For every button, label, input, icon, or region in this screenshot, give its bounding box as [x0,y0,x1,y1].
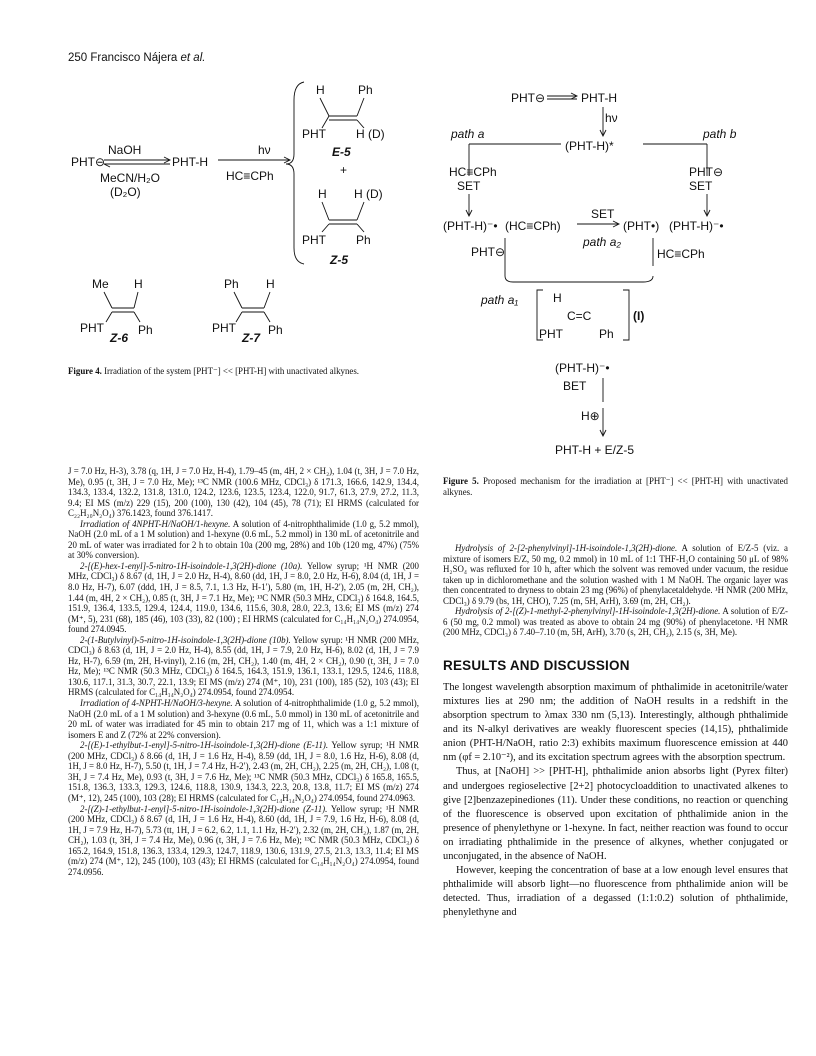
fig5-path-a2: path a₂ [583,235,621,249]
fig5-int-pht: PHT [539,327,563,341]
fig5-alkyne-left: HC≡CPh [449,165,497,179]
figure-5-mechanism [443,80,783,470]
text-10a: Yellow syrup; ¹H NMR (200 MHz, CDCl₃) δ 8.67 (d, 1H, J = 2.0 Hz, H-4), 8.60 (dd, 1H, J = 8.0, 2.0 Hz, H-6), 8.04 (d, 1H, J = 8.0 Hz, H-7), 6.07 (ddd, 1H, J = 8.5, 7.1, 1.3 Hz, H-1′), 5.80 (m, 1H, H-2′), 2.05 (m, 2H, CH₂), 1.44 (m, 4H, 2 × CH₂), 0.85 (t, 3H, J = 7.1 Hz, Me); ¹³C NMR (50.3 MHz, CDCl₃) δ 164.8, 164.5, 151.9, 136.4, 133.5, 129.4, 124.4, 119.0, 134.6, 115.6, 30.8, 28.0, 22.3, 13.6; EI MS (m/z) 274 (M⁺, 5), 231 (68), 185 (46), 103 (33), 82 (100) ; EI HRMS (calculated for C₁₄H₁₄N₂O₄) 274.0954, found 274.0945. [68,560,419,635]
section-title-results: RESULTS AND DISCUSSION [443,657,630,673]
text-z11: Yellow syrup; ¹H NMR (200 MHz, CDCl₃) δ 8.67 (d, 1H, J = 1.6 Hz, H-4), 8.60 (dd, 1H, J = 7.9, 1.6 Hz, H-6), 8.08 (d, 1H, J = 7.9 Hz, H-7), 5.73 (tt, 1H, J = 6.2, 6.2, 1.1, 1.1 Hz, H-2′), 2.32 (m, 2H, CH₂), 1.87 (m, 2H, CH₂), 1.03 (t, 3H, J = 7.4 Hz, Me), 0.96 (t, 3H, J = 7.6 Hz, Me); ¹³C NMR (50.3 MHz, CDCl₃) δ 165.2, 164.9, 151.8, 136.3, 133.4, 129.3, 124.7, 118.9, 130.6, 131.9, 27.5, 21.3, 13.3, 11.4; EI MS (m/z) 274 (M⁺, 12), 245 (100), 103 (43); EI HRMS (calculated for C₁₄H₁₄N₂O₄) 274.0954, found 274.0956. [68,803,419,877]
fig5-pht-anion-right: PHT⊖ [689,165,724,179]
heading-irradiation-3-hexyne: Irradiation of 4-NPHT-H/NaOH/3-hexyne. [80,698,233,709]
z5-h-top: H [318,187,327,201]
text-hydrolysis-5: A solution of E/Z-5 (viz. a mixture of isomers E/Z, 50 mg, 0.2 mmol) in 10 mL of 1:1 THF-H₂O containing 50 μL of 98% H₂SO₄ was refluxed for 10 h, after which the solvent was removed under vacuum, the residue taken up in dichloromethane and the solution washed with 1 M NaOH. The organic layer was then concentrated to dryness to obtain 23 mg (96%) of phenylacetaldehyde. ¹H NMR (200 MHz, CDCl₃) δ 9.79 (bs, 1H, CHO), 7.25 (m, 5H, ArH), 3.69 (m, 2H, CH₂). [443,543,788,606]
figure-4-scheme [68,80,428,360]
paragraph-z11 [68,804,419,878]
fig5-set-mid: SET [591,207,615,221]
fig5-path-b: path b [703,127,737,141]
fig5-h-plus: H⊕ [581,409,600,423]
pht-anion-label: PHT⊖ [71,155,106,169]
figure-5-caption-text: Proposed mechanism for the irradiation at [PHT⁻] << [PHT-H] with unactivated alkynes. [443,476,788,497]
left-column [68,466,419,877]
plus-sign: + [340,163,348,177]
text-10b: Yellow syrup: ¹H NMR (200 MHz, CDCl₃) δ 8.63 (d, 1H, J = 2.0 Hz, H-4), 8.55 (dd, 1H, J = 7.9, 2.0 Hz, H-6), 8.02 (d, 1H, J = 7.9 Hz, H-7), 6.59 (m, 2H, H-vinyl), 2.16 (m, 2H, CH₂), 1.40 (m, 4H, 2 × CH₂), 0.90 (t, 3H, J = 7.0 Hz, Me); ¹³C NMR (50.3 MHz, CDCl₃) δ 164.5, 164.3, 151.9, 136.1, 133.1, 129.5, 124.6, 118.8, 130.6, 117.1, 31.3, 30.7, 22.1, 13.9; EI MS (m/z) 274 (M⁺, 10), 231 (100), 185 (52), 103 (43); EI HRMS (calculated for C₁₄H₁₄N₂O₄) 274.0954, found 274.0954. [68,634,419,698]
fig5-excited: (PHT-H)* [565,139,614,153]
fig5-path-a1: path a₁ [481,293,519,307]
z7-ph-top: Ph [224,277,239,291]
z6-label: Z-6 [110,331,128,345]
heading-hydrolysis-5: Hydrolysis of 2-[2-phenylvinyl]-1H-isoindole-1,3(2H)-dione. [455,543,678,553]
fig5-radical-bottom: (PHT-H)⁻• [555,361,610,375]
text-e11: Yellow syrup; ¹H NMR (200 MHz, CDCl₃) δ 8.66 (d, 1H, J = 1.6 Hz, H-4), 8.59 (dd, 1H, J = 8.0, 1.6 Hz, H-6), 8.08 (d, 1H, J = 8.0 Hz, H-7), 5.50 (t, 1H, J = 7.4 Hz, H-2′), 2.43 (m, 2H, CH₂), 2.25 (m, 2H, CH₂), 1.08 (t, 3H, J = 7.4 Hz, Me), 0.93 (t, 3H, J = 7.6 Hz, Me); ¹³C NMR (50.3 MHz, CDCl₃) δ 165.8, 165.5, 151.8, 136.3, 133.3, 129.3, 124.6, 118.8, 130.9, 134.3, 22.3, 20.8, 13.8, 11.7; EI MS (m/z) 274 (M⁺, 12), 245 (100), 103 (28); EI HRMS (calculated for C₁₄H₁₄N₂O₄) 274.0954, found 274.0963. [68,740,419,803]
z5-hd: H (D) [354,187,383,201]
heading-e11: 2-[(E)-1-ethylbut-1-enyl]-5-nitro-1H-isoindole-1,3(2H)-dione (E-11). [80,740,329,751]
z7-ph: Ph [268,323,283,337]
fig5-int-h: H [553,291,562,305]
paragraph-irradiation-3-hexyne [68,698,419,740]
solvent-label: MeCN/H₂O [100,171,160,185]
pht-h-label: PHT-H [172,155,208,169]
fig5-alkyne-right2: HC≡CPh [657,247,705,261]
z7-pht: PHT [212,321,236,335]
fig5-int-cc: C=C [567,309,592,323]
heading-z11: 2-[(Z)-1-ethylbut-1-enyl]-5-nitro-1H-isoindole-1,3(2H)-dione (Z-11). [80,803,328,814]
fig5-pht-h-top: PHT-H [581,91,617,105]
fig5-path-a: path a [451,127,485,141]
z7-h: H [266,277,275,291]
right-column [443,543,788,921]
body-paragraph-1: The longest wavelength absorption maximum of phthalimide in acetonitrile/water mixtures lies at 290 nm; the addition of NaOH results in a redshift in the absorption spectrum to λmax 330 nm (5,13). Interestingly, although phthalimide and its N-alkyl derivatives are weakly fluorescent species (14,15), phthalimide anion (PHT-H/NaOH, ratio 2:3) exhibits maximum fluorescence emission at 440 nm (φf = 2.10⁻²), and its excitation spectrum agrees with the absorption spectrum. [443,681,788,764]
paragraph-hydrolysis-5 [443,543,788,606]
heading-hydrolysis-6: Hydrolysis of 2-[(Z)-1-methyl-2-phenylvinyl]-1H-isoindole-1,3(2H)-dione. [455,606,721,617]
fig5-pht-radical: (PHT•) [623,219,660,233]
z5-label: Z-5 [330,253,348,267]
text-hydrolysis-6: A solution of E/Z-6 (50 mg, 0.2 mmol) was treated as above to obtain 24 mg (90%) of phenylacetone. ¹H NMR (200 MHz, CDCl₃) δ 7.40–7.10 (m, 5H, ArH), 3.70 (s, 2H, CH₂), 2.15 (s, 3H, Me). [443,606,788,638]
heading-irradiation-1-hexyne: Irradiation of 4NPHT-H/NaOH/1-hexyne. [80,518,231,529]
e5-label: E-5 [332,145,351,159]
paragraph-10a [68,561,419,635]
fig5-set-left: SET [457,179,481,193]
z6-ph: Ph [138,323,153,337]
heading-10a: 2-[(E)-hex-1-enyl]-5-nitro-1H-isoindole-1,3(2H)-dione (10a). [80,560,303,571]
z6-pht: PHT [80,321,104,335]
fig5-radical-anion-left: (PHT-H)⁻• [443,219,498,233]
body-paragraph-2: Thus, at [NaOH] >> [PHT-H], phthalimide anion absorbs light (Pyrex filter) and undergoes regioselective [2+2] photocycloaddition to unactivated alkenes to give [2]benzazepinediones (11). Under these conditions, no reaction or quenching of the fluorescence is observed upon excitation of phthalimide anion in the presence of phenylethyne or 1-hexyne. In fact, neither reaction was found to occur on irradiating phthalimide in the presence of alkynes, whether conjugated or unconjugated, in the absence of NaOH. [443,766,788,863]
naoh-label: NaOH [108,143,142,157]
paragraph-irradiation-1-hexyne [68,519,419,561]
text-irradiation-3-hexyne: A solution of 4-nitrophthalimide (1.0 g, 5.2 mmol), NaOH (2.0 mL of a 1 M solution) and 3-hexyne (0.6 mL, 5.0 mmol) in 130 mL of acetonitrile and 20 mL of water was irradiated for 45 min to obtain 217 mg of 11, which was a 1:1 mixture of isomers E and Z (72% at 22% conversion). [68,698,419,740]
z7-label: Z-7 [242,331,260,345]
fig5-int-label: (I) [633,309,645,323]
figure-4-caption-label: Figure 4. [68,366,102,376]
paragraph-continued: J = 7.0 Hz, H-3), 3.78 (q, 1H, J = 7.0 Hz, H-4), 1.79–45 (m, 4H, 2 × CH₂), 1.04 (t, 3H, J = 7.0 Hz, Me), 0.95 (t, 3H, J = 7.0 Hz, Me); ¹³C NMR (100.6 MHz, CDCl₃) δ 171.3, 166.6, 142.9, 134.4, 134.3, 133.4, 132.2, 131.8, 131.0, 124.2, 123.6, 123.5, 123.4, 122.0, 91.7, 61.3, 27.9, 27.2, 11.3, 9.4; EI MS (m/z) 229 (15), 200 (100), 130 (42), 104 (45), 78 (71); EI HRMS (calculated for C₂₂H₂₀N₂O₄) 376.1423, found 376.1417. [68,466,419,519]
fig5-product: PHT-H + E/Z-5 [555,443,635,457]
z6-h: H [134,277,143,291]
e5-pht: PHT [302,127,326,141]
e5-h-top: H [316,83,325,97]
author-name: Francisco Nájera [90,52,178,64]
fig5-radical-cation: (HC≡CPh) [505,219,561,233]
body-paragraph-3: However, keeping the concentration of base at a low enough level ensures that phthalimide will absorb light—no fluorescence from phthalimide anion will be detected. Thus, irradiation of a degassed (1:1:0.2) solution of phthalimide, phenylethyne and [443,865,788,919]
paragraph-10b [68,635,419,698]
e5-ph-top: Ph [358,83,373,97]
et-al: et al. [180,52,206,64]
z5-pht: PHT [302,233,326,247]
fig5-pht-anion-left2: PHT⊖ [471,245,506,259]
d2o-label: (D₂O) [110,185,141,199]
page-number: 250 [68,52,88,64]
z6-me: Me [92,277,109,291]
z5-ph: Ph [356,233,371,247]
fig5-radical-anion-right: (PHT-H)⁻• [669,219,724,233]
paragraph-hydrolysis-6 [443,606,788,638]
paragraph-e11 [68,740,419,803]
figure-5-caption-label: Figure 5. [443,476,479,486]
figure-5-caption [443,476,788,497]
fig5-set-right: SET [689,179,713,193]
alkyne-label: HC≡CPh [226,169,274,183]
figure-4-caption [68,366,413,377]
fig5-int-ph: Ph [599,327,614,341]
figure-4-caption-text: Irradiation of the system [PHT⁻] << [PHT-H] with unactivated alkynes. [104,366,359,376]
e5-hd: H (D) [356,127,385,141]
hv-label: hν [258,143,271,157]
heading-10b: 2-(1-Butylvinyl)-5-nitro-1H-isoindole-1,3(2H)-dione (10b). [80,634,291,645]
fig5-pht-anion-top: PHT⊖ [511,91,546,105]
fig5-bet: BET [563,379,587,393]
fig5-hv: hν [605,111,618,125]
running-header [68,52,205,64]
text-irradiation-1-hexyne: A solution of 4-nitrophthalimide (1.0 g, 5.2 mmol), NaOH (2.0 mL of a 1 M solution) and 1-hexyne (0.6 mL, 5.2 mmol) in 130 mL of acetonitrile and 20 mL of water was irradiated for 2 h to obtain 10a (200 mg, 28%) and 10b (120 mg, 47%) (75% at 30% conversion). [68,518,420,561]
